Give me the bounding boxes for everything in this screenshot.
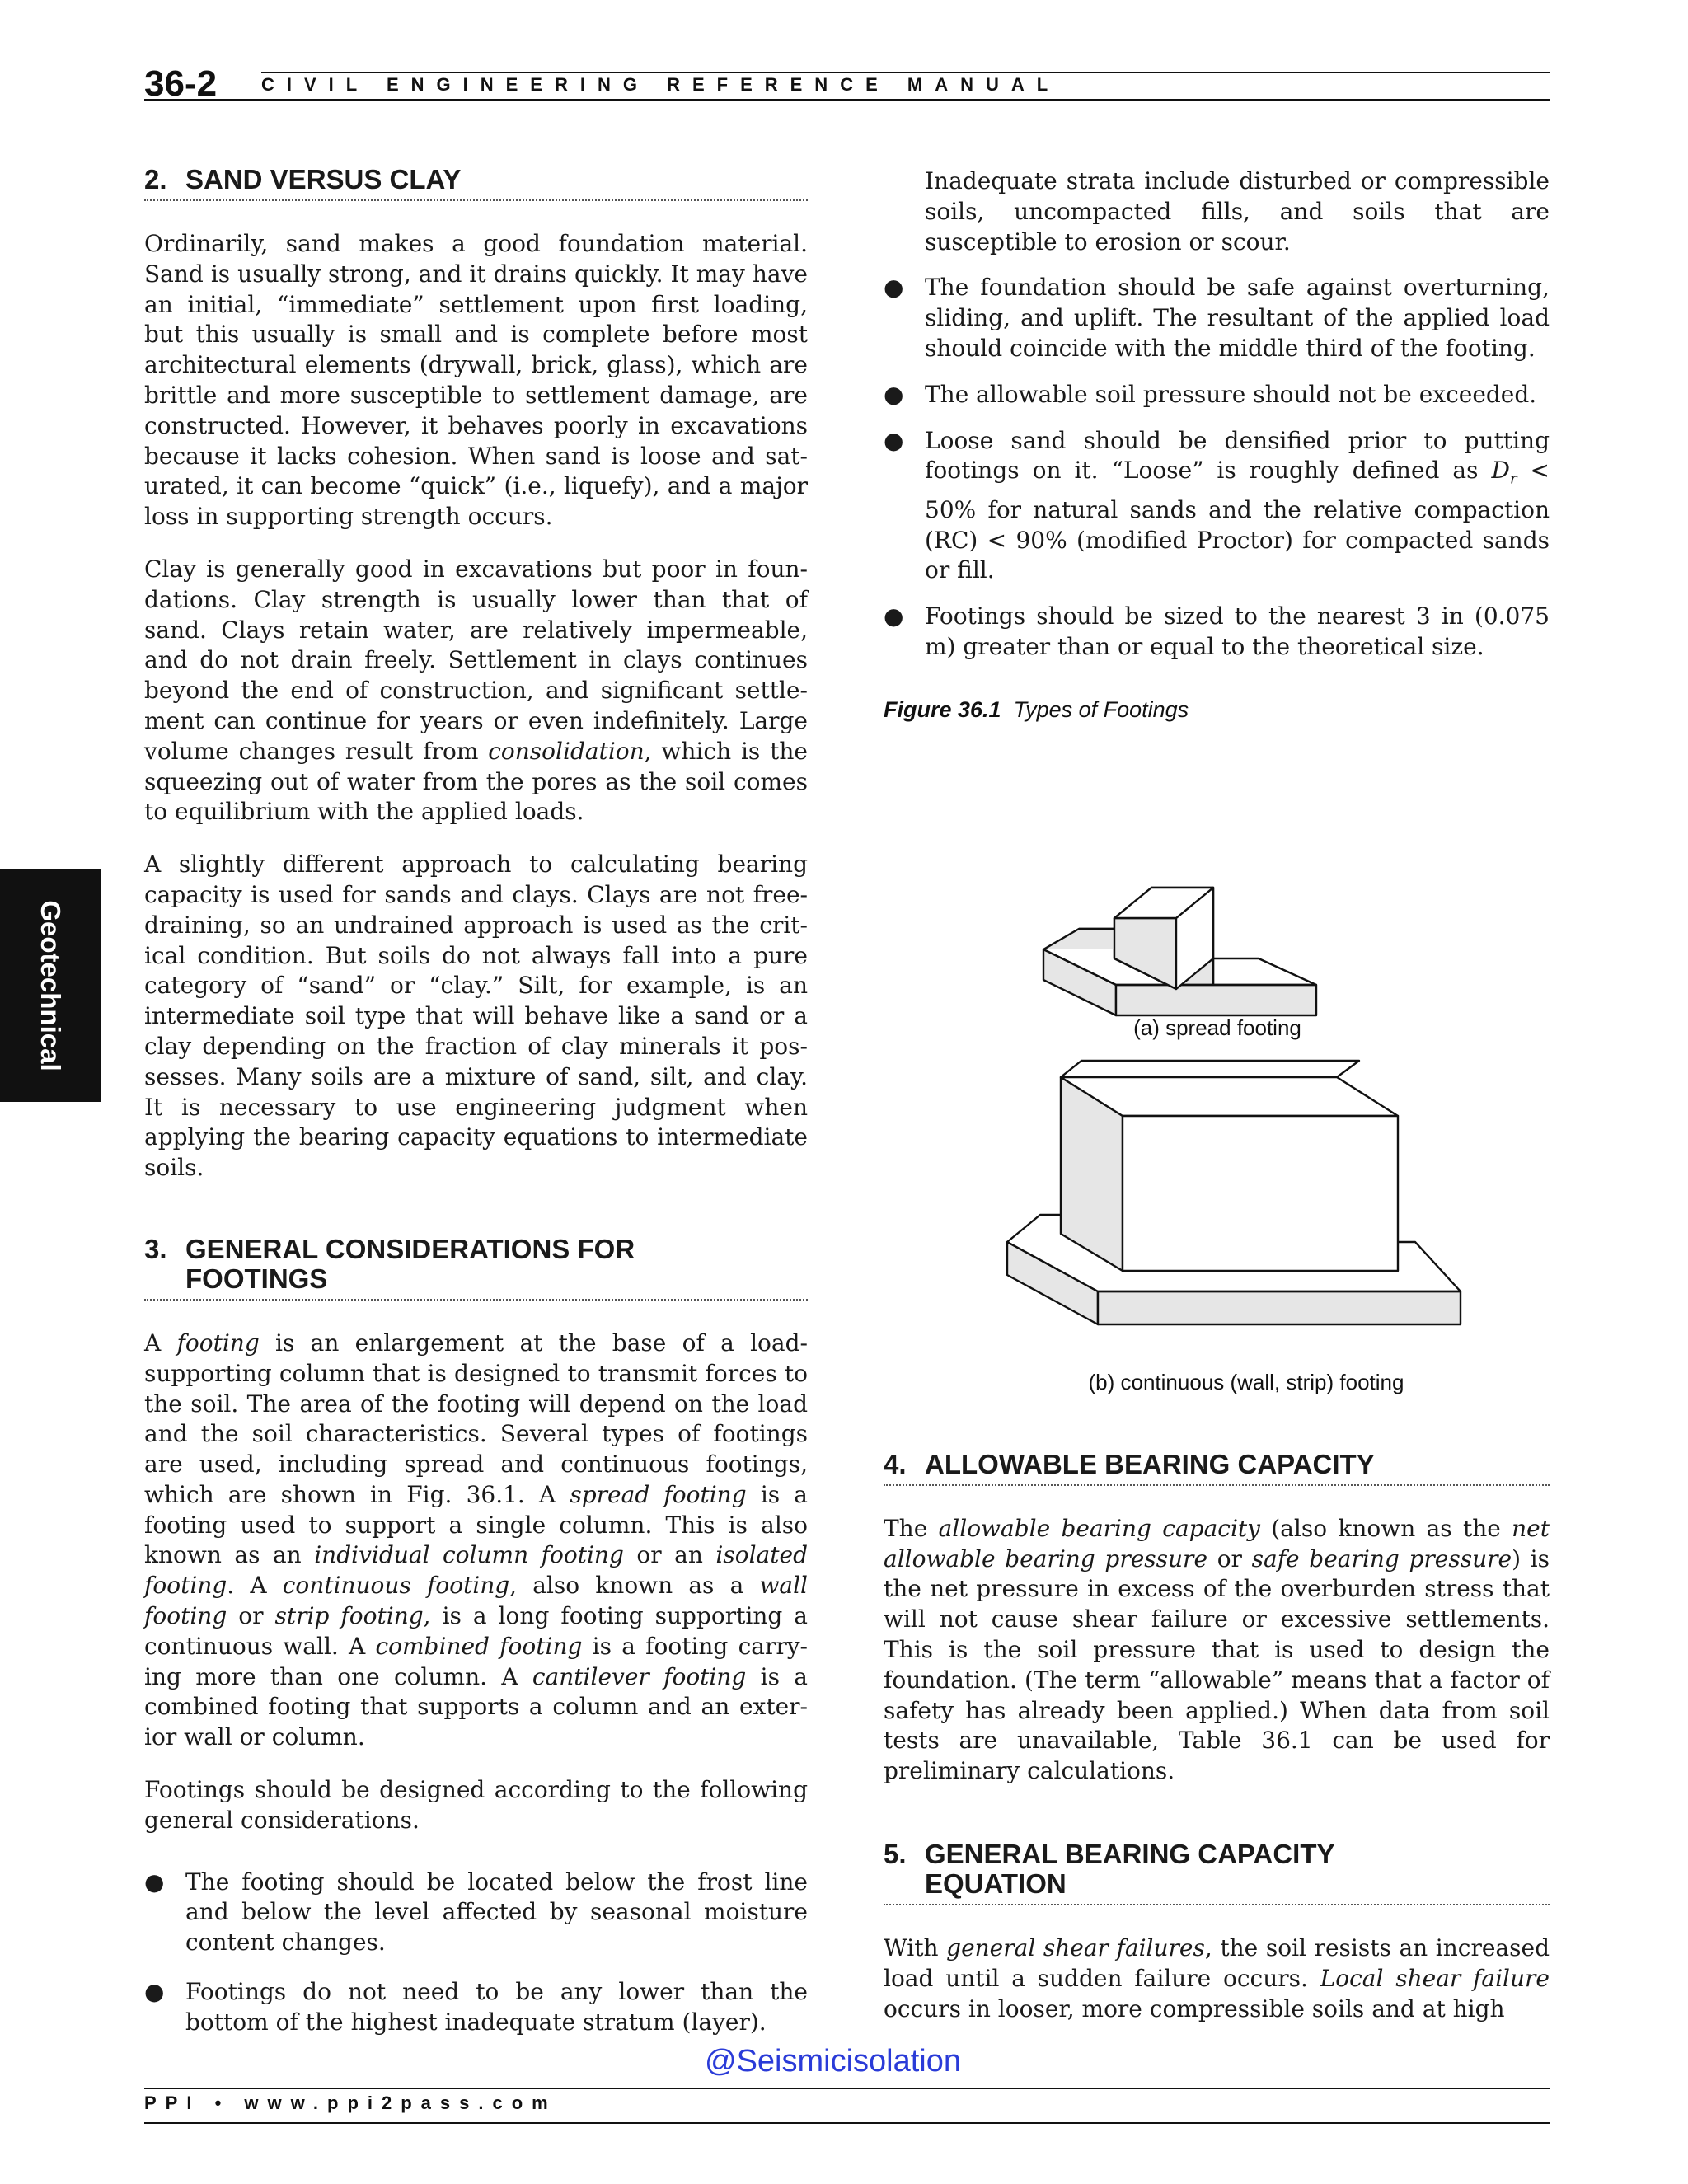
footings-diagram xyxy=(884,723,1550,1432)
paragraph-clay: Clay is generally good in excavations but poor in foundations. Clay strength is usually lower than that of sand. Clays retain water, are relatively impermeable, and do not drain freely. Settlement in clays continues beyond the end of construction, and significant settlement can continue for years or even indefinitely. Large volume changes result from consolidation, which is the squeezing out of water from the pores as the soil comes to equilibrium with the applied loads. xyxy=(144,555,808,826)
bullet-icon: ● xyxy=(144,1868,165,1896)
continuous-footing-caption: (b) continuous (wall, strip) footing xyxy=(1088,1369,1404,1394)
header-rule-bottom xyxy=(144,99,1550,101)
chapter-side-tab xyxy=(0,869,101,1102)
footer-rule-bottom xyxy=(144,2122,1550,2124)
term-consolidation: consolidation xyxy=(488,737,645,765)
section-number: 4. xyxy=(884,1448,907,1479)
running-title: CIVIL ENGINEERING REFERENCE MANUAL xyxy=(261,74,1061,95)
bullet-icon: ● xyxy=(144,1978,165,2006)
bullet-icon: ● xyxy=(884,602,904,630)
section-title: ALLOWABLE BEARING CAPACITY xyxy=(925,1448,1375,1479)
section-number: 5. xyxy=(884,1838,907,1869)
list-item: ● Footings do not need to be any lower than the bottom of the highest inadequate stratum (layer). xyxy=(144,1978,808,2036)
continuous-footing-illustration xyxy=(1007,1061,1461,1324)
paragraph-shear-failure: With general shear failures, the soil resists an increased load until a sudden failure occurs. Local shear failure occurs in looser, more compressible soils and at high xyxy=(884,1933,1550,2022)
section-4-heading xyxy=(884,1450,1550,1486)
section-title-line2: FOOTINGS xyxy=(185,1263,328,1294)
figure-footings xyxy=(884,723,1550,1432)
bullet-icon: ● xyxy=(884,426,904,454)
right-column xyxy=(884,166,1550,2024)
considerations-list-continued xyxy=(884,166,1550,663)
footer-text: PPI • www.ppi2pass.com xyxy=(144,2093,557,2113)
considerations-list xyxy=(144,1868,808,2038)
spread-footing-caption: (a) spread footing xyxy=(1133,1015,1301,1040)
side-tab-label: Geotechnical xyxy=(35,900,66,1071)
header-rule-top xyxy=(261,72,1550,73)
section-2-heading xyxy=(144,165,808,201)
paragraph-footing-definitions: A footing is an enlargement at the base of a load-supporting column that is designed to transmit forces to the soil. The area of the footing will depend on the load and the soil characteristics. Several types of footings are used, including spread and continuous footings, which are shown in Fig. 36.1. A spread footing is a footing used to support a single column. This is also known as an individual column footing or an isolated footing. A continuous footing, also known as a wall footing or strip footing, is a long footing supporting a continuous wall. A combined footing is a footing carrying more than one column. A cantilever footing is a combined footing that supports a column and an exterior wall or column. xyxy=(144,1329,809,1751)
left-column xyxy=(144,165,808,2038)
paragraph-sand: Ordinarily, sand makes a good foundation material. Sand is usually strong, and it drains quickly. It may have an initial, “immediate” settlement upon first loading, but this usually is small and is complete before most architectural elements (drywall, brick, glass), which are brittle and more susceptible to settlement damage, are constructed. However, it behaves poorly in excavations because it lacks cohesion. When sand is loose and saturated, it can become “quick” (i.e., liquefy), and a major loss in supporting strength occurs. xyxy=(144,230,808,531)
section-title: SAND VERSUS CLAY xyxy=(185,164,462,194)
list-item: ● Loose sand should be densified prior to putting footings on it. “Loose” is roughly defined as $D_r < 50\%$ for natural sands and the relative compaction (RC) < 90% (modified Proctor) for compacted sands or fill. xyxy=(884,426,1550,584)
figure-label: Figure 36.1 xyxy=(884,696,1001,722)
bullet-icon: ● xyxy=(884,380,904,408)
section-title-line2: EQUATION xyxy=(925,1868,1067,1899)
section-title-line1: GENERAL BEARING CAPACITY xyxy=(925,1838,1335,1869)
page-header xyxy=(144,63,1550,104)
figure-caption xyxy=(884,697,1550,723)
list-item: ● The allowable soil pressure should not be exceeded. xyxy=(884,380,1550,410)
paragraph-intermediate-soils: A slightly different approach to calculating bearing capacity is used for sands and clays. Clays are not free-draining, so an undrained approach is used as the critical condition. But soils do not always fall into a pure category of “sand” or “clay.” Silt, for example, is an intermediate soil type that will behave like a sand or a clay depending on the fraction of clay minerals it possesses. Many soils are a mixture of sand, silt, and clay. It is necessary to use engineering judgment when applying the bearing capacity equations to intermediate soils. xyxy=(144,851,808,1182)
paragraph-considerations-intro: Footings should be designed according to the following general considerations. xyxy=(144,1776,808,1834)
page-footer xyxy=(144,2088,1550,2137)
watermark: @Seismicisolation xyxy=(705,2044,962,2079)
bullet-icon: ● xyxy=(884,274,904,302)
page-number: 36-2 xyxy=(144,63,218,104)
list-item-continued: Inadequate strata include disturbed or compressible soils, uncompacted fills, and soils that are susceptible to erosion or scour. xyxy=(925,167,1550,255)
section-3-heading xyxy=(144,1235,808,1301)
section-number: 3. xyxy=(144,1233,167,1264)
footer-rule-top xyxy=(144,2088,1550,2089)
list-item: ● The footing should be located below the frost line and below the level affected by seasonal moisture content changes. xyxy=(144,1868,808,1957)
paragraph-allowable-bearing: The allowable bearing capacity (also known as the net allowable bearing pressure or safe bearing pressure) is the net pressure in excess of the overburden stress that will not cause shear failure or excessive settlements. This is the soil pressure that is used to design the foundation. (The term “allowable” means that a factor of safety has already been applied.) When data from soil tests are unavailable, Table 36.1 can be used for preliminary calculations. xyxy=(884,1514,1550,1785)
section-title-line1: GENERAL CONSIDERATIONS FOR xyxy=(185,1233,635,1264)
section-5-heading xyxy=(884,1840,1550,1905)
spread-footing-illustration xyxy=(1043,888,1316,1015)
figure-title: Types of Footings xyxy=(1013,696,1189,722)
list-item: ● Footings should be sized to the nearest 3 in (0.075 m) greater than or equal to the theoretical size. xyxy=(884,602,1550,660)
section-number: 2. xyxy=(144,164,167,194)
list-item: ● The foundation should be safe against overturning, sliding, and uplift. The resultant of the applied load should coincide with the middle third of the footing. xyxy=(884,274,1550,362)
